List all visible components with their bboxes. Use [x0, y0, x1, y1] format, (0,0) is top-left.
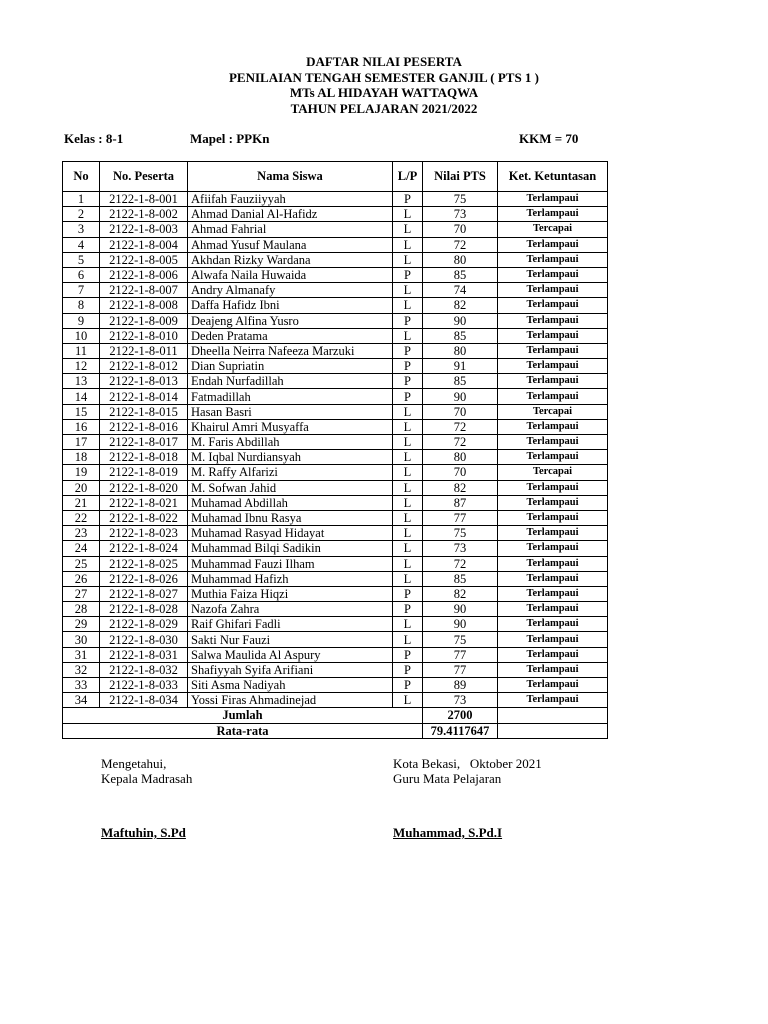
- row-no: 32: [63, 662, 100, 677]
- row-no: 8: [63, 298, 100, 313]
- row-nama-siswa: Dheella Neirra Nafeeza Marzuki: [188, 343, 393, 358]
- row-lp: L: [393, 571, 423, 586]
- row-no: 3: [63, 222, 100, 237]
- row-nama-siswa: Fatmadillah: [188, 389, 393, 404]
- row-nama-siswa: Daffa Hafidz Ibni: [188, 298, 393, 313]
- row-ket-ketuntasan: Terlampaui: [498, 450, 608, 465]
- row-nama-siswa: Nazofa Zahra: [188, 602, 393, 617]
- row-lp: P: [393, 359, 423, 374]
- row-ket-ketuntasan: Terlampaui: [498, 602, 608, 617]
- row-lp: L: [393, 237, 423, 252]
- row-lp: L: [393, 632, 423, 647]
- row-ket-ketuntasan: Terlampaui: [498, 647, 608, 662]
- row-nama-siswa: Shafiyyah Syifa Arifiani: [188, 662, 393, 677]
- row-lp: L: [393, 252, 423, 267]
- row-no: 2: [63, 207, 100, 222]
- row-ket-ketuntasan: Terlampaui: [498, 207, 608, 222]
- table-row: [63, 526, 608, 541]
- row-nama-siswa: Muhammad Bilqi Sadikin: [188, 541, 393, 556]
- row-no: 16: [63, 419, 100, 434]
- row-nilai-pts: 72: [423, 419, 498, 434]
- row-nilai-pts: 77: [423, 662, 498, 677]
- table-row: [63, 495, 608, 510]
- row-nilai-pts: 82: [423, 298, 498, 313]
- sig-right-line2: Guru Mata Pelajaran: [393, 771, 502, 786]
- row-no-peserta: 2122-1-8-030: [100, 632, 188, 647]
- row-no-peserta: 2122-1-8-012: [100, 359, 188, 374]
- row-nilai-pts: 90: [423, 617, 498, 632]
- row-nilai-pts: 75: [423, 192, 498, 207]
- row-nama-siswa: Afiifah Fauziiyyah: [188, 192, 393, 207]
- signature-right: [393, 756, 542, 840]
- class-label: Kelas : 8-1: [64, 131, 124, 146]
- table-row: [63, 328, 608, 343]
- table-row: [63, 647, 608, 662]
- row-no-peserta: 2122-1-8-015: [100, 404, 188, 419]
- row-lp: P: [393, 267, 423, 282]
- row-nilai-pts: 75: [423, 632, 498, 647]
- row-nilai-pts: 72: [423, 435, 498, 450]
- row-nilai-pts: 87: [423, 495, 498, 510]
- row-lp: L: [393, 510, 423, 525]
- row-no-peserta: 2122-1-8-003: [100, 222, 188, 237]
- row-nilai-pts: 70: [423, 465, 498, 480]
- row-lp: L: [393, 404, 423, 419]
- row-no-peserta: 2122-1-8-021: [100, 495, 188, 510]
- row-lp: P: [393, 586, 423, 601]
- row-lp: L: [393, 526, 423, 541]
- row-no-peserta: 2122-1-8-033: [100, 678, 188, 693]
- row-no: 12: [63, 359, 100, 374]
- row-no: 11: [63, 343, 100, 358]
- table-row: [63, 586, 608, 601]
- jumlah-empty: [498, 708, 608, 723]
- col-header-no-peserta: No. Peserta: [100, 162, 188, 192]
- row-ket-ketuntasan: Terlampaui: [498, 419, 608, 434]
- row-ket-ketuntasan: Terlampaui: [498, 192, 608, 207]
- row-lp: L: [393, 465, 423, 480]
- row-ket-ketuntasan: Terlampaui: [498, 480, 608, 495]
- row-nilai-pts: 72: [423, 237, 498, 252]
- heading-exam: PENILAIAN TENGAH SEMESTER GANJIL ( PTS 1 ): [228, 69, 539, 85]
- sig-right-line1: Kota Bekasi, Oktober 2021: [393, 756, 542, 771]
- col-header-ket-ketuntasan: Ket. Ketuntasan: [498, 162, 608, 192]
- table-row: [63, 510, 608, 525]
- row-nama-siswa: Muthia Faiza Hiqzi: [188, 586, 393, 601]
- row-nama-siswa: Yossi Firas Ahmadinejad: [188, 693, 393, 708]
- row-no-peserta: 2122-1-8-001: [100, 192, 188, 207]
- row-no: 1: [63, 192, 100, 207]
- row-no: 10: [63, 328, 100, 343]
- row-no-peserta: 2122-1-8-013: [100, 374, 188, 389]
- row-nama-siswa: M. Raffy Alfarizi: [188, 465, 393, 480]
- row-nilai-pts: 85: [423, 374, 498, 389]
- kkm-label: KKM = 70: [519, 131, 579, 146]
- row-ket-ketuntasan: Terlampaui: [498, 343, 608, 358]
- row-nilai-pts: 80: [423, 450, 498, 465]
- row-ket-ketuntasan: Terlampaui: [498, 617, 608, 632]
- row-nilai-pts: 74: [423, 283, 498, 298]
- row-nilai-pts: 82: [423, 586, 498, 601]
- row-ket-ketuntasan: Terlampaui: [498, 556, 608, 571]
- row-nilai-pts: 90: [423, 602, 498, 617]
- table-row: [63, 617, 608, 632]
- table-row: [63, 343, 608, 358]
- table-row: [63, 404, 608, 419]
- row-lp: L: [393, 617, 423, 632]
- row-lp: L: [393, 298, 423, 313]
- row-no-peserta: 2122-1-8-009: [100, 313, 188, 328]
- row-lp: L: [393, 541, 423, 556]
- row-nama-siswa: Dian Supriatin: [188, 359, 393, 374]
- row-ket-ketuntasan: Terlampaui: [498, 313, 608, 328]
- row-no: 6: [63, 267, 100, 282]
- row-nama-siswa: Andry Almanafy: [188, 283, 393, 298]
- row-nama-siswa: Muhamad Ibnu Rasya: [188, 510, 393, 525]
- col-header-nilai-pts: Nilai PTS: [423, 162, 498, 192]
- row-ket-ketuntasan: Terlampaui: [498, 389, 608, 404]
- row-lp: P: [393, 343, 423, 358]
- row-lp: P: [393, 389, 423, 404]
- row-nama-siswa: Akhdan Rizky Wardana: [188, 252, 393, 267]
- row-nama-siswa: Khairul Amri Musyaffa: [188, 419, 393, 434]
- row-nama-siswa: Salwa Maulida Al Aspury: [188, 647, 393, 662]
- row-lp: P: [393, 647, 423, 662]
- row-no: 15: [63, 404, 100, 419]
- row-nama-siswa: Ahmad Danial Al-Hafidz: [188, 207, 393, 222]
- row-lp: L: [393, 419, 423, 434]
- table-row: [63, 602, 608, 617]
- row-no: 33: [63, 678, 100, 693]
- table-row: [63, 541, 608, 556]
- row-no: 5: [63, 252, 100, 267]
- row-no: 22: [63, 510, 100, 525]
- row-no: 20: [63, 480, 100, 495]
- row-no-peserta: 2122-1-8-032: [100, 662, 188, 677]
- table-row: [63, 359, 608, 374]
- heading-year: TAHUN PELAJARAN 2021/2022: [290, 100, 478, 116]
- row-no-peserta: 2122-1-8-006: [100, 267, 188, 282]
- signature-left: [101, 756, 192, 840]
- row-ket-ketuntasan: Terlampaui: [498, 571, 608, 586]
- row-nama-siswa: Sakti Nur Fauzi: [188, 632, 393, 647]
- row-no-peserta: 2122-1-8-028: [100, 602, 188, 617]
- table-row: [63, 222, 608, 237]
- row-no-peserta: 2122-1-8-002: [100, 207, 188, 222]
- row-nama-siswa: Deajeng Alfina Yusro: [188, 313, 393, 328]
- row-lp: L: [393, 328, 423, 343]
- row-no-peserta: 2122-1-8-014: [100, 389, 188, 404]
- table-row: [63, 435, 608, 450]
- row-no-peserta: 2122-1-8-005: [100, 252, 188, 267]
- row-no: 26: [63, 571, 100, 586]
- average-row: [63, 723, 608, 738]
- row-nama-siswa: Deden Pratama: [188, 328, 393, 343]
- rata-value: 79.4117647: [423, 723, 498, 738]
- grades-table: [62, 161, 608, 739]
- row-lp: L: [393, 556, 423, 571]
- row-nilai-pts: 75: [423, 526, 498, 541]
- row-nilai-pts: 85: [423, 571, 498, 586]
- row-lp: L: [393, 207, 423, 222]
- row-ket-ketuntasan: Terlampaui: [498, 586, 608, 601]
- document-heading: [0, 54, 768, 116]
- row-no-peserta: 2122-1-8-010: [100, 328, 188, 343]
- table-row: [63, 374, 608, 389]
- table-row: [63, 450, 608, 465]
- row-no-peserta: 2122-1-8-022: [100, 510, 188, 525]
- row-no: 19: [63, 465, 100, 480]
- row-no: 28: [63, 602, 100, 617]
- row-no-peserta: 2122-1-8-023: [100, 526, 188, 541]
- row-ket-ketuntasan: Terlampaui: [498, 541, 608, 556]
- row-ket-ketuntasan: Terlampaui: [498, 298, 608, 313]
- row-no: 7: [63, 283, 100, 298]
- row-no: 14: [63, 389, 100, 404]
- table-row: [63, 556, 608, 571]
- table-row: [63, 465, 608, 480]
- col-header-lp: L/P: [393, 162, 423, 192]
- row-nama-siswa: Siti Asma Nadiyah: [188, 678, 393, 693]
- row-no: 4: [63, 237, 100, 252]
- row-ket-ketuntasan: Terlampaui: [498, 237, 608, 252]
- row-no-peserta: 2122-1-8-004: [100, 237, 188, 252]
- row-no: 13: [63, 374, 100, 389]
- row-no-peserta: 2122-1-8-019: [100, 465, 188, 480]
- row-no-peserta: 2122-1-8-011: [100, 343, 188, 358]
- row-no-peserta: 2122-1-8-017: [100, 435, 188, 450]
- row-nilai-pts: 82: [423, 480, 498, 495]
- table-row: [63, 267, 608, 282]
- row-nama-siswa: Ahmad Fahrial: [188, 222, 393, 237]
- table-row: [63, 419, 608, 434]
- table-row: [63, 632, 608, 647]
- row-nama-siswa: Ahmad Yusuf Maulana: [188, 237, 393, 252]
- table-row: [63, 192, 608, 207]
- row-nilai-pts: 80: [423, 252, 498, 267]
- row-no: 24: [63, 541, 100, 556]
- row-no-peserta: 2122-1-8-007: [100, 283, 188, 298]
- row-nama-siswa: M. Sofwan Jahid: [188, 480, 393, 495]
- row-nilai-pts: 77: [423, 647, 498, 662]
- row-lp: L: [393, 435, 423, 450]
- row-ket-ketuntasan: Terlampaui: [498, 510, 608, 525]
- row-no-peserta: 2122-1-8-016: [100, 419, 188, 434]
- row-nilai-pts: 80: [423, 343, 498, 358]
- heading-school: MTs AL HIDAYAH WATTAQWA: [289, 85, 479, 100]
- row-lp: P: [393, 662, 423, 677]
- sig-left-name: Maftuhin, S.Pd: [101, 825, 186, 840]
- row-lp: P: [393, 313, 423, 328]
- row-ket-ketuntasan: Terlampaui: [498, 374, 608, 389]
- jumlah-label: Jumlah: [63, 708, 423, 723]
- row-ket-ketuntasan: Tercapai: [498, 404, 608, 419]
- row-nama-siswa: Muhammad Fauzi Ilham: [188, 556, 393, 571]
- row-ket-ketuntasan: Terlampaui: [498, 632, 608, 647]
- row-nama-siswa: Alwafa Naila Huwaida: [188, 267, 393, 282]
- row-no-peserta: 2122-1-8-026: [100, 571, 188, 586]
- row-lp: P: [393, 678, 423, 693]
- row-nilai-pts: 90: [423, 389, 498, 404]
- row-ket-ketuntasan: Tercapai: [498, 465, 608, 480]
- row-nama-siswa: M. Iqbal Nurdiansyah: [188, 450, 393, 465]
- row-nilai-pts: 72: [423, 556, 498, 571]
- row-no: 27: [63, 586, 100, 601]
- table-row: [63, 678, 608, 693]
- row-no-peserta: 2122-1-8-027: [100, 586, 188, 601]
- row-ket-ketuntasan: Terlampaui: [498, 693, 608, 708]
- rata-empty: [498, 723, 608, 738]
- row-no: 21: [63, 495, 100, 510]
- row-nilai-pts: 91: [423, 359, 498, 374]
- row-lp: L: [393, 495, 423, 510]
- row-no-peserta: 2122-1-8-008: [100, 298, 188, 313]
- row-nama-siswa: Muhamad Abdillah: [188, 495, 393, 510]
- row-nama-siswa: Raif Ghifari Fadli: [188, 617, 393, 632]
- row-ket-ketuntasan: Tercapai: [498, 222, 608, 237]
- row-nama-siswa: Endah Nurfadillah: [188, 374, 393, 389]
- row-lp: L: [393, 693, 423, 708]
- table-row: [63, 237, 608, 252]
- row-lp: L: [393, 450, 423, 465]
- table-row: [63, 313, 608, 328]
- row-ket-ketuntasan: Terlampaui: [498, 495, 608, 510]
- row-nilai-pts: 90: [423, 313, 498, 328]
- row-no-peserta: 2122-1-8-020: [100, 480, 188, 495]
- row-nilai-pts: 85: [423, 328, 498, 343]
- row-nama-siswa: Muhammad Hafizh: [188, 571, 393, 586]
- sig-left-line1: Mengetahui,: [101, 756, 167, 771]
- table-row: [63, 252, 608, 267]
- sig-left-line2: Kepala Madrasah: [101, 771, 193, 786]
- row-ket-ketuntasan: Terlampaui: [498, 662, 608, 677]
- row-no-peserta: 2122-1-8-034: [100, 693, 188, 708]
- row-no: 31: [63, 647, 100, 662]
- heading-title: DAFTAR NILAI PESERTA: [306, 54, 462, 69]
- row-lp: L: [393, 480, 423, 495]
- row-no: 17: [63, 435, 100, 450]
- row-nilai-pts: 70: [423, 222, 498, 237]
- row-nama-siswa: Hasan Basri: [188, 404, 393, 419]
- row-no: 9: [63, 313, 100, 328]
- table-footer: [63, 708, 608, 738]
- row-lp: P: [393, 192, 423, 207]
- row-lp: L: [393, 222, 423, 237]
- row-no-peserta: 2122-1-8-024: [100, 541, 188, 556]
- row-lp: P: [393, 374, 423, 389]
- row-ket-ketuntasan: Terlampaui: [498, 328, 608, 343]
- row-no: 23: [63, 526, 100, 541]
- rata-label: Rata-rata: [63, 723, 423, 738]
- table-header: [63, 162, 608, 192]
- row-nilai-pts: 73: [423, 693, 498, 708]
- row-nama-siswa: Muhamad Rasyad Hidayat: [188, 526, 393, 541]
- table-row: [63, 207, 608, 222]
- row-ket-ketuntasan: Terlampaui: [498, 678, 608, 693]
- table-row: [63, 571, 608, 586]
- sig-right-name: Muhammad, S.Pd.I: [393, 825, 503, 840]
- row-ket-ketuntasan: Terlampaui: [498, 252, 608, 267]
- row-no-peserta: 2122-1-8-029: [100, 617, 188, 632]
- table-row: [63, 693, 608, 708]
- row-nilai-pts: 70: [423, 404, 498, 419]
- total-row: [63, 708, 608, 723]
- row-no-peserta: 2122-1-8-031: [100, 647, 188, 662]
- row-nilai-pts: 73: [423, 541, 498, 556]
- row-nilai-pts: 89: [423, 678, 498, 693]
- row-no-peserta: 2122-1-8-018: [100, 450, 188, 465]
- row-ket-ketuntasan: Terlampaui: [498, 267, 608, 282]
- row-no: 18: [63, 450, 100, 465]
- table-row: [63, 662, 608, 677]
- row-no-peserta: 2122-1-8-025: [100, 556, 188, 571]
- row-lp: P: [393, 602, 423, 617]
- col-header-no: No: [63, 162, 100, 192]
- table-row: [63, 298, 608, 313]
- row-nilai-pts: 77: [423, 510, 498, 525]
- row-ket-ketuntasan: Terlampaui: [498, 359, 608, 374]
- subject-label: Mapel : PPKn: [190, 131, 270, 146]
- row-no: 30: [63, 632, 100, 647]
- table-row: [63, 389, 608, 404]
- row-nama-siswa: M. Faris Abdillah: [188, 435, 393, 450]
- col-header-nama-siswa: Nama Siswa: [188, 162, 393, 192]
- row-no: 34: [63, 693, 100, 708]
- table-body: [63, 192, 608, 708]
- row-no: 29: [63, 617, 100, 632]
- row-ket-ketuntasan: Terlampaui: [498, 526, 608, 541]
- row-ket-ketuntasan: Terlampaui: [498, 283, 608, 298]
- table-row: [63, 283, 608, 298]
- row-ket-ketuntasan: Terlampaui: [498, 435, 608, 450]
- row-no: 25: [63, 556, 100, 571]
- jumlah-value: 2700: [423, 708, 498, 723]
- row-lp: L: [393, 283, 423, 298]
- row-nilai-pts: 85: [423, 267, 498, 282]
- table-row: [63, 480, 608, 495]
- row-nilai-pts: 73: [423, 207, 498, 222]
